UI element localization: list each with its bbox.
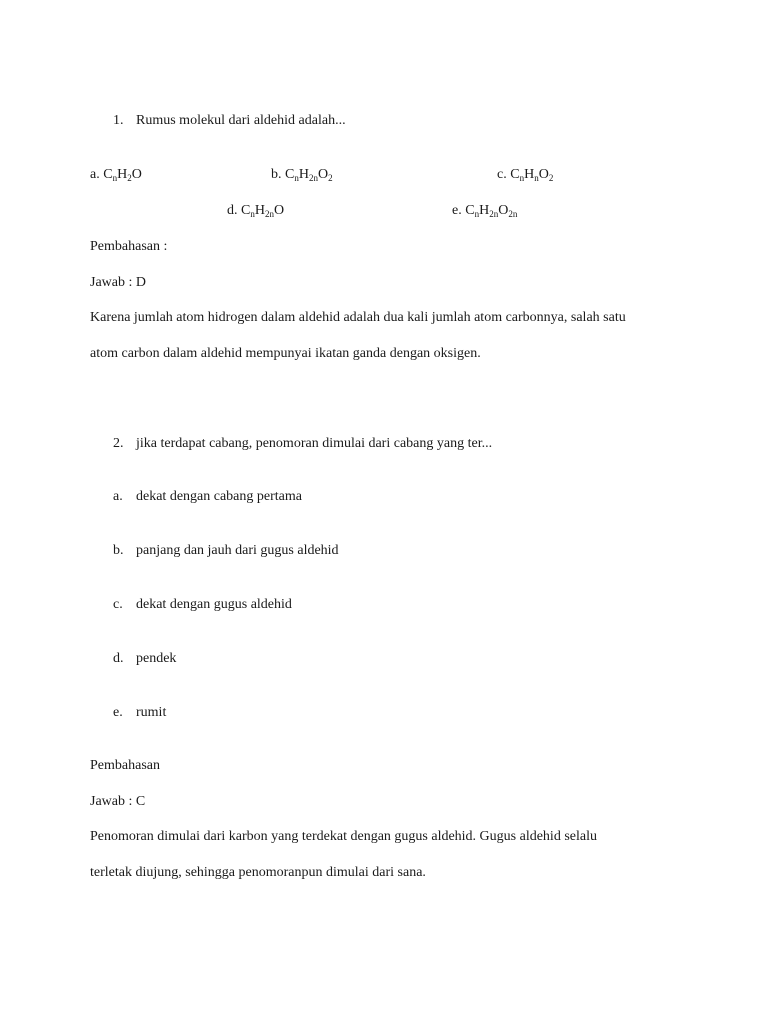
q2-option-letter: c.	[113, 597, 123, 612]
q2-number: 2.	[113, 436, 124, 451]
q1-option-d: d. $C_nH_{2n}O$	[227, 203, 285, 219]
q1-answer: Jawab : D	[90, 275, 146, 290]
q1-option-a: a. $C_nH_2O$	[90, 167, 142, 183]
q2-answer: Jawab : C	[90, 794, 146, 809]
q2-option-text: panjang dan jauh dari gugus aldehid	[136, 543, 339, 558]
q1-question: Rumus molekul dari aldehid adalah...	[136, 113, 346, 128]
q1-option-c: c. $C_nH_nO_2$	[497, 167, 554, 183]
q2-discussion-label: Pembahasan	[90, 758, 160, 773]
q1-discussion-label: Pembahasan :	[90, 239, 168, 254]
q2-option-text: pendek	[136, 651, 177, 666]
q2-option-text: dekat dengan gugus aldehid	[136, 597, 292, 612]
q2-option-text: dekat dengan cabang pertama	[136, 489, 302, 504]
q2-option-letter: d.	[113, 651, 124, 666]
q1-option-e: e. $C_nH_{2n}O_{2n}$	[452, 203, 518, 219]
q1-explanation-line-2: atom carbon dalam aldehid mempunyai ikatan ganda dengan oksigen.	[90, 346, 481, 361]
q1-option-b: b. $C_nH_{2n}O_2$	[271, 167, 333, 183]
q2-explanation-line-2: terletak diujung, sehingga penomoranpun dimulai dari sana.	[90, 865, 426, 880]
q2-option-letter: b.	[113, 543, 124, 558]
q2-option-letter: a.	[113, 489, 123, 504]
q2-option-letter: e.	[113, 705, 123, 720]
q2-option-text: rumit	[136, 705, 167, 720]
q2-explanation-line-1: Penomoran dimulai dari karbon yang terdekat dengan gugus aldehid. Gugus aldehid selalu	[90, 829, 597, 844]
q2-question: jika terdapat cabang, penomoran dimulai dari cabang yang ter...	[136, 436, 493, 451]
q1-explanation-line-1: Karena jumlah atom hidrogen dalam aldehid adalah dua kali jumlah atom carbonnya, salah satu	[90, 310, 626, 325]
q1-number: 1.	[113, 113, 124, 128]
